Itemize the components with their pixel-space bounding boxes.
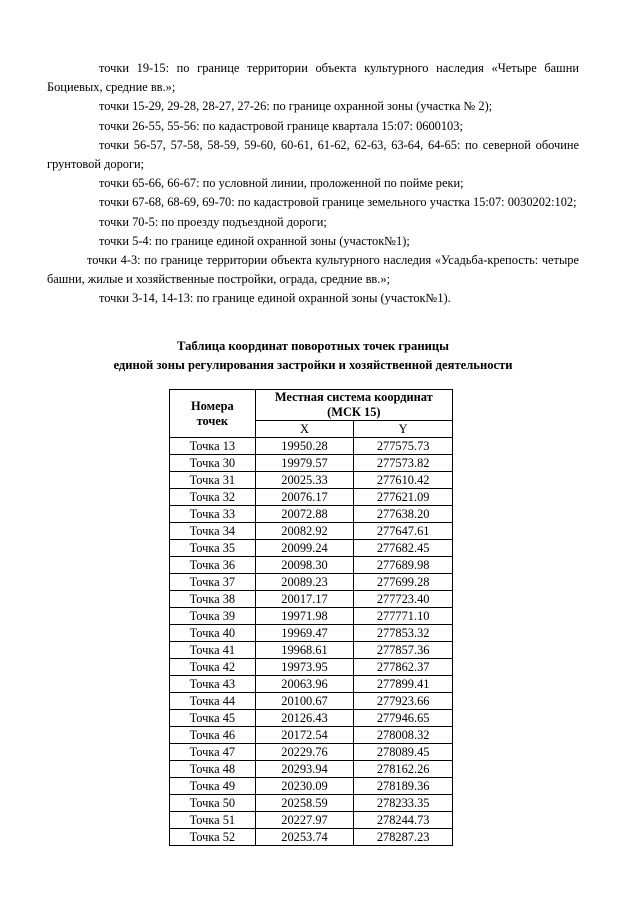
x-value-cell: 20076.17: [255, 489, 354, 506]
y-value-cell: 277771.10: [354, 608, 453, 625]
point-name-cell: Точка 51: [170, 812, 256, 829]
table-row: [170, 608, 453, 625]
y-value-cell: 277638.20: [354, 506, 453, 523]
y-value-cell: 277575.73: [354, 438, 453, 455]
x-value-cell: 20230.09: [255, 778, 354, 795]
y-header: Y: [354, 421, 453, 438]
table-row: [170, 727, 453, 744]
table-row: [170, 710, 453, 727]
point-name-cell: Точка 35: [170, 540, 256, 557]
y-value-cell: 277647.61: [354, 523, 453, 540]
table-title-line1: Таблица координат поворотных точек границы: [177, 339, 449, 353]
table-row: [170, 625, 453, 642]
point-name-cell: Точка 48: [170, 761, 256, 778]
y-value-cell: 277699.28: [354, 574, 453, 591]
table-header-row: [170, 390, 453, 421]
table-row: [170, 523, 453, 540]
x-value-cell: 20082.92: [255, 523, 354, 540]
point-name-cell: Точка 41: [170, 642, 256, 659]
table-row: [170, 455, 453, 472]
y-value-cell: 278089.45: [354, 744, 453, 761]
paragraph: точки 3-14, 14-13: по границе единой охранной зоны (участок№1).: [99, 291, 451, 306]
point-name-cell: Точка 32: [170, 489, 256, 506]
y-value-cell: 277610.42: [354, 472, 453, 489]
paragraph: точки 19-15: по границе территории объекта культурного наследия «Четыре башни Боциевых, средние вв.»;: [47, 61, 579, 95]
y-value-cell: 277682.45: [354, 540, 453, 557]
y-value-cell: 278244.73: [354, 812, 453, 829]
x-value-cell: 20098.30: [255, 557, 354, 574]
table-title: [47, 337, 579, 375]
boundary-description: [47, 59, 579, 309]
table-row: [170, 744, 453, 761]
x-value-cell: 20172.54: [255, 727, 354, 744]
paragraph: точки 56-57, 57-58, 58-59, 59-60, 60-61, 61-62, 62-63, 63-64, 64-65: по северной обочине грунтовой дороги;: [47, 137, 579, 172]
table-row: [170, 591, 453, 608]
paragraph: точки 70-5: по проезду подъездной дороги;: [99, 214, 327, 229]
points-header: Номера точек: [170, 390, 256, 438]
x-value-cell: 19973.95: [255, 659, 354, 676]
table-row: [170, 676, 453, 693]
paragraph: точки 26-55, 55-56: по кадастровой границе квартала 15:07: 0600103;: [99, 118, 463, 133]
y-value-cell: 278008.32: [354, 727, 453, 744]
y-value-cell: 278233.35: [354, 795, 453, 812]
x-header: X: [255, 421, 354, 438]
point-name-cell: Точка 49: [170, 778, 256, 795]
x-value-cell: 19979.57: [255, 455, 354, 472]
table-title-line2: единой зоны регулирования застройки и хозяйственной деятельности: [113, 358, 513, 372]
y-value-cell: 277923.66: [354, 693, 453, 710]
paragraph: точки 65-66, 66-67: по условной линии, проложенной по пойме реки;: [99, 176, 464, 191]
table-row: [170, 489, 453, 506]
x-value-cell: 20293.94: [255, 761, 354, 778]
y-value-cell: 278162.26: [354, 761, 453, 778]
y-value-cell: 277853.32: [354, 625, 453, 642]
point-name-cell: Точка 36: [170, 557, 256, 574]
point-name-cell: Точка 30: [170, 455, 256, 472]
table-row: [170, 540, 453, 557]
point-name-cell: Точка 31: [170, 472, 256, 489]
table-row: [170, 438, 453, 455]
y-value-cell: 277689.98: [354, 557, 453, 574]
x-value-cell: 20100.67: [255, 693, 354, 710]
y-value-cell: 277862.37: [354, 659, 453, 676]
table-row: [170, 795, 453, 812]
table-row: [170, 506, 453, 523]
y-value-cell: 277621.09: [354, 489, 453, 506]
x-value-cell: 20025.33: [255, 472, 354, 489]
x-value-cell: 20099.24: [255, 540, 354, 557]
y-value-cell: 277723.40: [354, 591, 453, 608]
table-row: [170, 659, 453, 676]
table-row: [170, 693, 453, 710]
point-name-cell: Точка 38: [170, 591, 256, 608]
y-value-cell: 278287.23: [354, 829, 453, 846]
table-row: [170, 642, 453, 659]
table-row: [170, 812, 453, 829]
point-name-cell: Точка 44: [170, 693, 256, 710]
table-row: [170, 761, 453, 778]
point-name-cell: Точка 34: [170, 523, 256, 540]
paragraph: точки 67-68, 68-69, 69-70: по кадастровой границе земельного участка 15:07: 0030202:102;: [99, 195, 577, 210]
table-row: [170, 778, 453, 795]
point-name-cell: Точка 39: [170, 608, 256, 625]
paragraph: точки 5-4: по границе единой охранной зоны (участок№1);: [99, 233, 410, 248]
x-value-cell: 19968.61: [255, 642, 354, 659]
x-value-cell: 20258.59: [255, 795, 354, 812]
table-row: [170, 557, 453, 574]
y-value-cell: 277857.36: [354, 642, 453, 659]
y-value-cell: 278189.36: [354, 778, 453, 795]
point-name-cell: Точка 45: [170, 710, 256, 727]
x-value-cell: 20229.76: [255, 744, 354, 761]
x-value-cell: 20017.17: [255, 591, 354, 608]
point-name-cell: Точка 40: [170, 625, 256, 642]
y-value-cell: 277573.82: [354, 455, 453, 472]
table-row: [170, 574, 453, 591]
table-row: [170, 829, 453, 846]
coordinate-system-header: Местная система координат (МСК 15): [255, 390, 452, 421]
x-value-cell: 20253.74: [255, 829, 354, 846]
point-name-cell: Точка 47: [170, 744, 256, 761]
point-name-cell: Точка 52: [170, 829, 256, 846]
point-name-cell: Точка 46: [170, 727, 256, 744]
point-name-cell: Точка 42: [170, 659, 256, 676]
point-name-cell: Точка 50: [170, 795, 256, 812]
x-value-cell: 20089.23: [255, 574, 354, 591]
x-value-cell: 20072.88: [255, 506, 354, 523]
x-value-cell: 19950.28: [255, 438, 354, 455]
x-value-cell: 20063.96: [255, 676, 354, 693]
x-value-cell: 20227.97: [255, 812, 354, 829]
table-row: [170, 472, 453, 489]
x-value-cell: 20126.43: [255, 710, 354, 727]
point-name-cell: Точка 43: [170, 676, 256, 693]
point-name-cell: Точка 37: [170, 574, 256, 591]
table-body: [170, 438, 453, 846]
y-value-cell: 277899.41: [354, 676, 453, 693]
paragraph: точки 4-3: по границе территории объекта культурного наследия «Усадьба-крепость: четыре башни, жилые и хозяйственные постройки, ограда, средние вв.»;: [47, 253, 579, 287]
x-value-cell: 19969.47: [255, 625, 354, 642]
paragraph: точки 15-29, 29-28, 28-27, 27-26: по границе охранной зоны (участка № 2);: [99, 99, 493, 114]
point-name-cell: Точка 13: [170, 438, 256, 455]
x-value-cell: 19971.98: [255, 608, 354, 625]
point-name-cell: Точка 33: [170, 506, 256, 523]
y-value-cell: 277946.65: [354, 710, 453, 727]
coordinates-table: [169, 389, 453, 846]
